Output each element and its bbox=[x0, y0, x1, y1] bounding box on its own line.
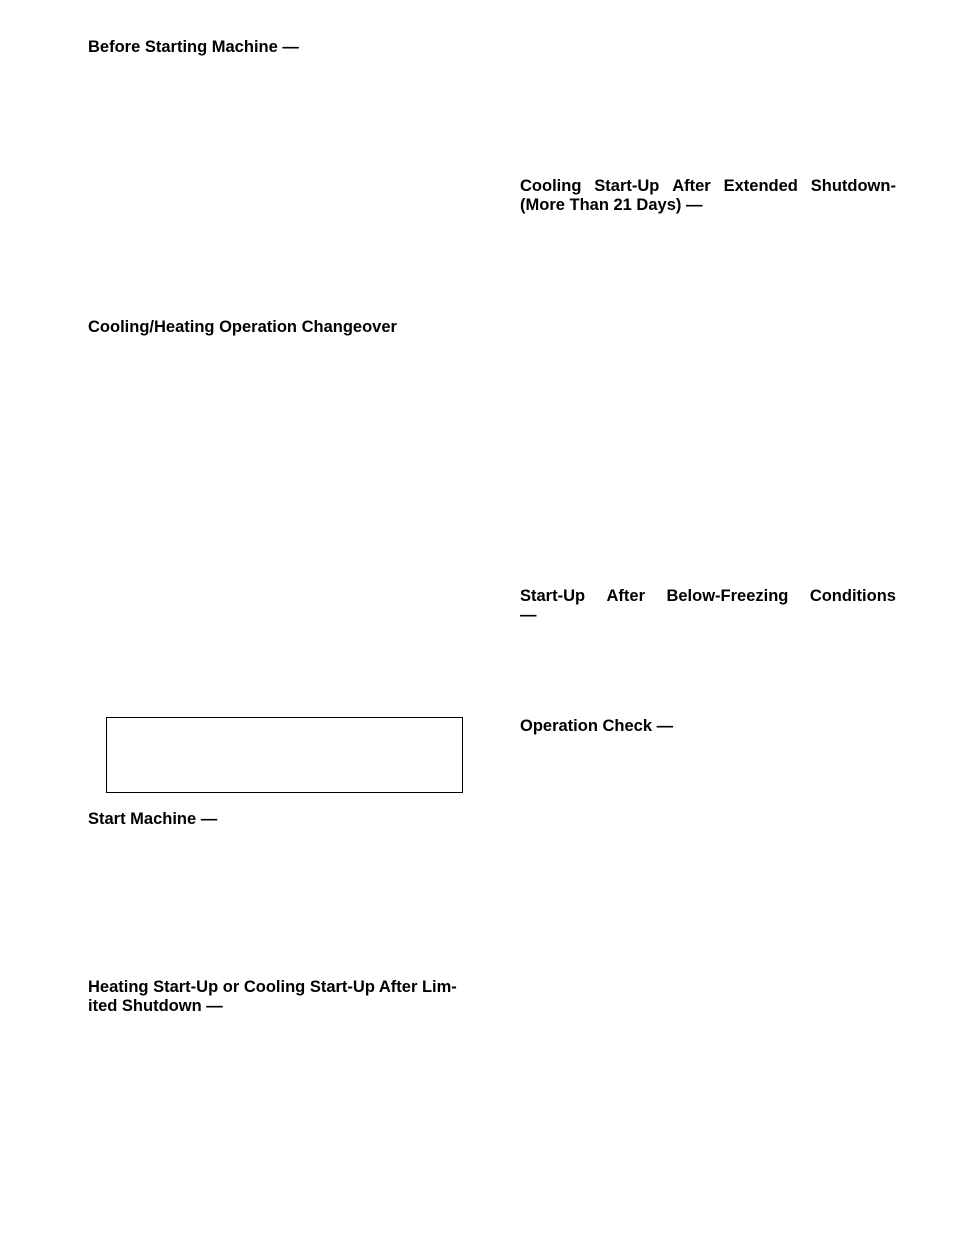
heading-word: Cooling bbox=[520, 177, 582, 195]
heading-line: Heating Start-Up or Cooling Start-Up After Lim- bbox=[88, 978, 457, 996]
heading-start-machine: Start Machine — bbox=[88, 810, 218, 828]
heading-word: After bbox=[672, 177, 711, 195]
heading-cooling-heating-changeover: Cooling/Heating Operation Changeover bbox=[88, 318, 397, 336]
heading-heating-startup-limited-shutdown bbox=[88, 978, 466, 1016]
heading-line: (More Than 21 Days) — bbox=[520, 196, 703, 214]
heading-cooling-startup-extended-shutdown bbox=[520, 177, 896, 215]
heading-word: Extended bbox=[723, 177, 798, 195]
heading-word: Start-Up bbox=[520, 587, 586, 605]
heading-line: — bbox=[520, 606, 537, 624]
heading-word: Below-Freezing bbox=[666, 587, 789, 605]
heading-before-starting-machine: Before Starting Machine — bbox=[88, 38, 299, 56]
heading-word: Conditions bbox=[809, 587, 896, 605]
heading-line bbox=[520, 177, 896, 196]
heading-word: After bbox=[606, 587, 646, 605]
heading-word: Start-Up bbox=[594, 177, 660, 195]
heading-line bbox=[520, 587, 896, 606]
heading-operation-check: Operation Check — bbox=[520, 717, 674, 735]
heading-word: Shutdown- bbox=[810, 177, 896, 195]
caution-box bbox=[106, 717, 463, 793]
heading-startup-below-freezing bbox=[520, 587, 896, 625]
heading-line: ited Shutdown — bbox=[88, 997, 223, 1015]
